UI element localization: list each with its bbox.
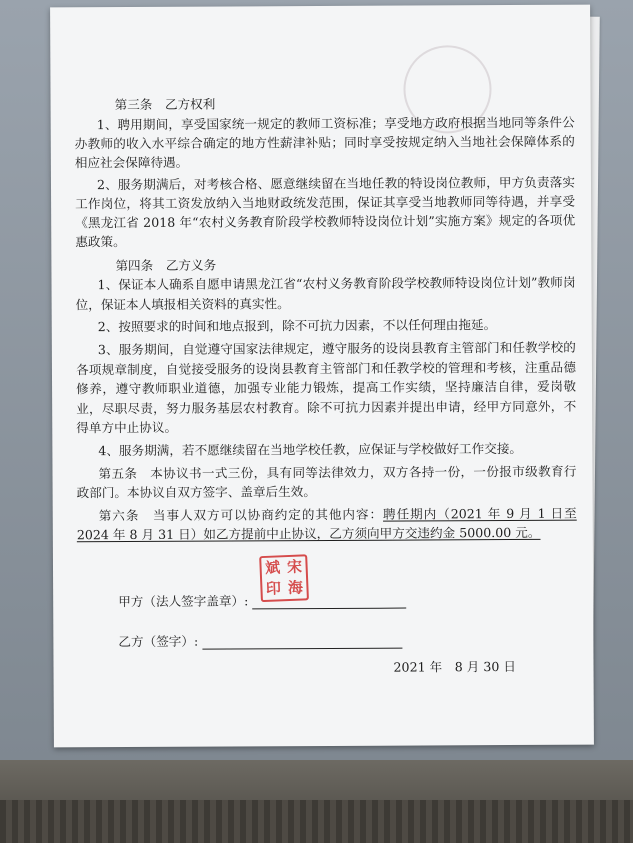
article-4-heading: 第四条 乙方义务 xyxy=(115,257,217,273)
party-b-signature-row xyxy=(118,630,402,650)
article-5: 第五条 本协议书一式三份，具有同等法律效力，双方各持一份，一份报市级教育行政部门。本协议自双方签字、盖章后生效。 xyxy=(76,463,577,501)
article-4-paragraph-3: 3、服务期间，自觉遵守国家法律规定，遵守服务的设岗县教育主管部门和任教学校的各项规章制度，自觉接受服务的设岗县教育主管部门和任教学校的管理和考核，注重品德修养，遵守教师职业道德，加强专业能力锻炼，提高工作实绩，坚持廉洁自律，爱岗敬业，尽职尽责，努力服务基层农村教育。除不可抗力因素并提出申请，经甲方同意外，不得单方中止协议。 xyxy=(75,339,577,436)
party-a-label: 甲方（法人签字盖章）: xyxy=(118,593,249,610)
stamp-char-1: 斌 xyxy=(264,558,281,577)
signing-date: 2021 年 8 月 30 日 xyxy=(393,658,517,675)
article-3-heading: 第三条 乙方权利 xyxy=(114,96,216,113)
article-4-paragraph-4: 4、服务期满，若不愿继续留在当地学校任教，应保证与学校做好工作交接。 xyxy=(98,440,523,459)
article-6-prefix: 第六条 当事人双方可以协商约定的其他内容： xyxy=(98,506,384,523)
stamp-char-2: 宋 xyxy=(286,557,303,577)
article-4-paragraph-1: 1、保证本人确系自愿申请黑龙江省“农村义务教育阶段学校教师特设岗位计划”教师岗位，保证本人填报相关资料的真实性。 xyxy=(75,274,576,313)
red-seal-stamp xyxy=(259,554,309,602)
article-4-paragraph-2: 2、按照要求的时间和地点报到，除不可抗力因素，不以任何理由拖延。 xyxy=(97,317,497,335)
stamp-char-4: 海 xyxy=(287,578,304,598)
party-b-signature-line xyxy=(202,648,402,650)
party-b-label: 乙方（签字）: xyxy=(118,633,199,650)
contract-page xyxy=(50,5,594,748)
party-a-signature-line xyxy=(252,608,406,610)
background-cloth xyxy=(0,800,633,843)
article-3-paragraph-1: 1、聘用期间，享受国家统一规定的教师工资标准；享受地方政府根据当地同等条件公办教师的收入水平综合确定的地方性薪津补贴；同时享受按规定纳入当地社会保障体系的相应社会保障待遇。 xyxy=(74,114,575,170)
article-6 xyxy=(77,503,577,545)
article-3-paragraph-2: 2、服务期满后，对考核合格、愿意继续留在当地任教的特设岗位教师，甲方负责落实工作岗位，将其工资发放纳入当地财政统发范围，保证其享受当地教师同等待遇，并享受《黑龙江省 2018 年“农村义务教育阶段学校教师特设岗位计划”实施方案》规定的各项优惠政策。 xyxy=(75,174,576,249)
article-6-handwritten-terms: 聘任期内（2021 年 9 月 1 日至 2024 年 8 月 31 日）如乙方提前中止协议，乙方须向甲方交违约金 5000.00 元。 xyxy=(76,505,577,543)
stamp-char-3: 印 xyxy=(265,579,282,598)
contract-body xyxy=(75,91,577,546)
